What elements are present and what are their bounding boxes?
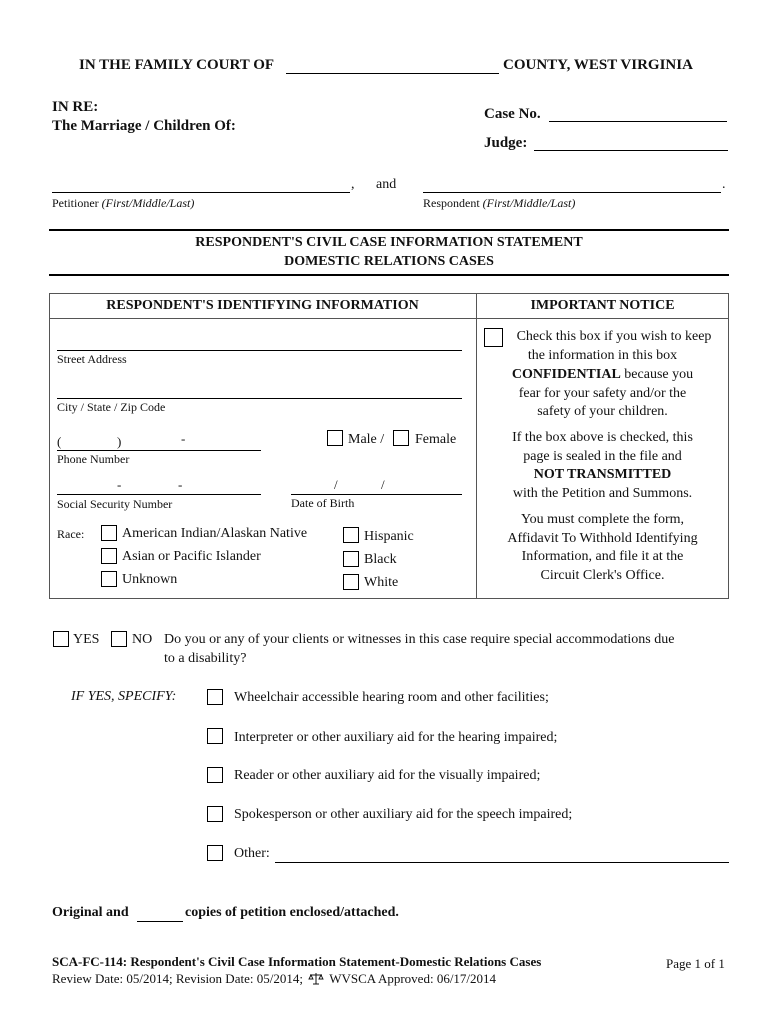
interpreter-label: Interpreter or other auxiliary aid for the hearing impaired; [234, 730, 558, 745]
ssn-label: Social Security Number [57, 497, 173, 511]
ssn-field[interactable] [57, 494, 261, 495]
race-black-checkbox[interactable] [343, 551, 359, 567]
notice-p1-line5: safety of your children. [537, 404, 668, 419]
respondent-caption [423, 196, 575, 211]
notice-heading: IMPORTANT NOTICE [530, 298, 675, 313]
period: . [722, 177, 726, 192]
and-label: and [376, 177, 397, 192]
race-american-indian-checkbox[interactable] [101, 525, 117, 541]
case-no-field[interactable] [549, 121, 727, 122]
comma: , [351, 177, 355, 192]
court-suffix: COUNTY, WEST VIRGINIA [503, 57, 693, 73]
notice-p3-line2: Affidavit To Withhold Identifying [507, 531, 698, 546]
judge-field[interactable] [534, 150, 728, 151]
race-hispanic-checkbox[interactable] [343, 527, 359, 543]
reader-checkbox[interactable] [207, 767, 223, 783]
dob-slash-1: / [334, 477, 338, 492]
female-checkbox[interactable] [393, 430, 409, 446]
copies-suffix: copies of petition enclosed/attached. [185, 905, 399, 920]
race-asian-checkbox[interactable] [101, 548, 117, 564]
identifying-heading: RESPONDENT'S IDENTIFYING INFORMATION [106, 298, 419, 313]
case-no-label: Case No. [484, 106, 541, 122]
phone-open-paren: ( [57, 434, 62, 449]
scales-of-justice-icon [308, 972, 324, 989]
petitioner-hint: (First/Middle/Last) [101, 196, 195, 210]
male-checkbox[interactable] [327, 430, 343, 446]
male-label: Male / [348, 432, 385, 447]
wheelchair-label: Wheelchair accessible hearing room and other facilities; [234, 690, 549, 705]
reader-label: Reader or other auxiliary aid for the visually impaired; [234, 768, 541, 783]
notice-p1-line4: fear for your safety and/or the [518, 386, 687, 401]
footer-page-number: Page 1 of 1 [666, 956, 725, 971]
notice-p1-line2: the information in this box [527, 348, 678, 363]
phone-number-label: Phone Number [57, 452, 130, 466]
accommodation-yes-label: YES [73, 632, 100, 647]
info-box-header-rule [49, 318, 729, 319]
phone-dash: - [181, 431, 186, 446]
spokesperson-label: Spokesperson or other auxiliary aid for the speech impaired; [234, 807, 573, 822]
other-field[interactable] [275, 862, 729, 863]
ssn-dash-2: - [178, 477, 183, 492]
notice-p1-line3 [476, 367, 729, 383]
notice-p1-line1: Check this box if you wish to keep [516, 329, 712, 344]
marriage-label: The Marriage / Children Of: [52, 118, 236, 134]
footer-form-title: SCA-FC-114: Respondent's Civil Case Information Statement-Domestic Relations Cases [52, 954, 542, 969]
confidential-checkbox[interactable] [484, 328, 503, 347]
copies-count-field[interactable] [137, 921, 183, 922]
respondent-hint: (First/Middle/Last) [482, 196, 576, 210]
confidential-emphasis: CONFIDENTIAL [511, 367, 621, 382]
petitioner-caption [52, 196, 194, 211]
footer-review-dates: Review Date: 05/2014; Revision Date: 05/2014; [52, 971, 303, 986]
petitioner-label: Petitioner [52, 196, 99, 210]
judge-label: Judge: [484, 135, 528, 151]
notice-p3-line3: Information, and file it at the [521, 549, 684, 564]
race-black-label: Black [364, 552, 397, 567]
footer-approved: WVSCA Approved: 06/17/2014 [329, 971, 497, 986]
race-white-checkbox[interactable] [343, 574, 359, 590]
spokesperson-checkbox[interactable] [207, 806, 223, 822]
in-re-label: IN RE: [52, 99, 99, 115]
female-label: Female [415, 432, 457, 447]
race-unknown-checkbox[interactable] [101, 571, 117, 587]
race-label: Race: [57, 527, 85, 541]
county-field[interactable] [286, 73, 499, 74]
title-top-rule [49, 229, 729, 231]
title-bottom-rule [49, 274, 729, 276]
court-prefix: IN THE FAMILY COURT OF [79, 57, 275, 73]
race-white-label: White [364, 575, 399, 590]
phone-number-field[interactable] [57, 450, 261, 451]
street-address-label: Street Address [57, 352, 127, 366]
title-line-1: RESPONDENT'S CIVIL CASE INFORMATION STATEMENT [195, 235, 583, 250]
phone-close-paren: ) [117, 434, 122, 449]
notice-p2-line2: page is sealed in the file and [523, 449, 682, 464]
dob-label: Date of Birth [291, 496, 355, 510]
city-state-zip-label: City / State / Zip Code [57, 400, 166, 414]
ssn-dash-1: - [117, 477, 122, 492]
notice-p1-line3-rest: because you [620, 367, 694, 382]
respondent-name-field[interactable] [423, 192, 721, 193]
race-asian-label: Asian or Pacific Islander [122, 549, 261, 564]
wheelchair-checkbox[interactable] [207, 689, 223, 705]
other-checkbox[interactable] [207, 845, 223, 861]
petitioner-name-field[interactable] [52, 192, 350, 193]
footer-review [52, 971, 496, 989]
city-state-zip-field[interactable] [57, 398, 462, 399]
accommodation-yes-checkbox[interactable] [53, 631, 69, 647]
notice-p2-line3: NOT TRANSMITTED [533, 467, 672, 482]
accommodation-no-checkbox[interactable] [111, 631, 127, 647]
notice-p2-line4: with the Petition and Summons. [512, 486, 693, 501]
accommodation-no-label: NO [132, 632, 153, 647]
notice-p3-line1: You must complete the form, [520, 512, 685, 527]
dob-field[interactable] [291, 494, 462, 495]
dob-slash-2: / [381, 477, 385, 492]
interpreter-checkbox[interactable] [207, 728, 223, 744]
street-address-field[interactable] [57, 350, 462, 351]
race-unknown-label: Unknown [122, 572, 178, 587]
title-line-2: DOMESTIC RELATIONS CASES [284, 254, 494, 269]
if-yes-specify-label: IF YES, SPECIFY: [71, 689, 177, 704]
accommodation-question-line1: Do you or any of your clients or witnesses in this case require special accommodations due [164, 632, 675, 647]
other-label: Other: [234, 846, 270, 861]
notice-p2-line1: If the box above is checked, this [512, 430, 693, 445]
respondent-label: Respondent [423, 196, 480, 210]
copies-prefix: Original and [52, 905, 129, 920]
race-hispanic-label: Hispanic [364, 529, 414, 544]
race-american-indian-label: American Indian/Alaskan Native [122, 526, 308, 541]
notice-p3-line4: Circuit Clerk's Office. [540, 568, 665, 583]
accommodation-question-line2: to a disability? [164, 651, 247, 666]
